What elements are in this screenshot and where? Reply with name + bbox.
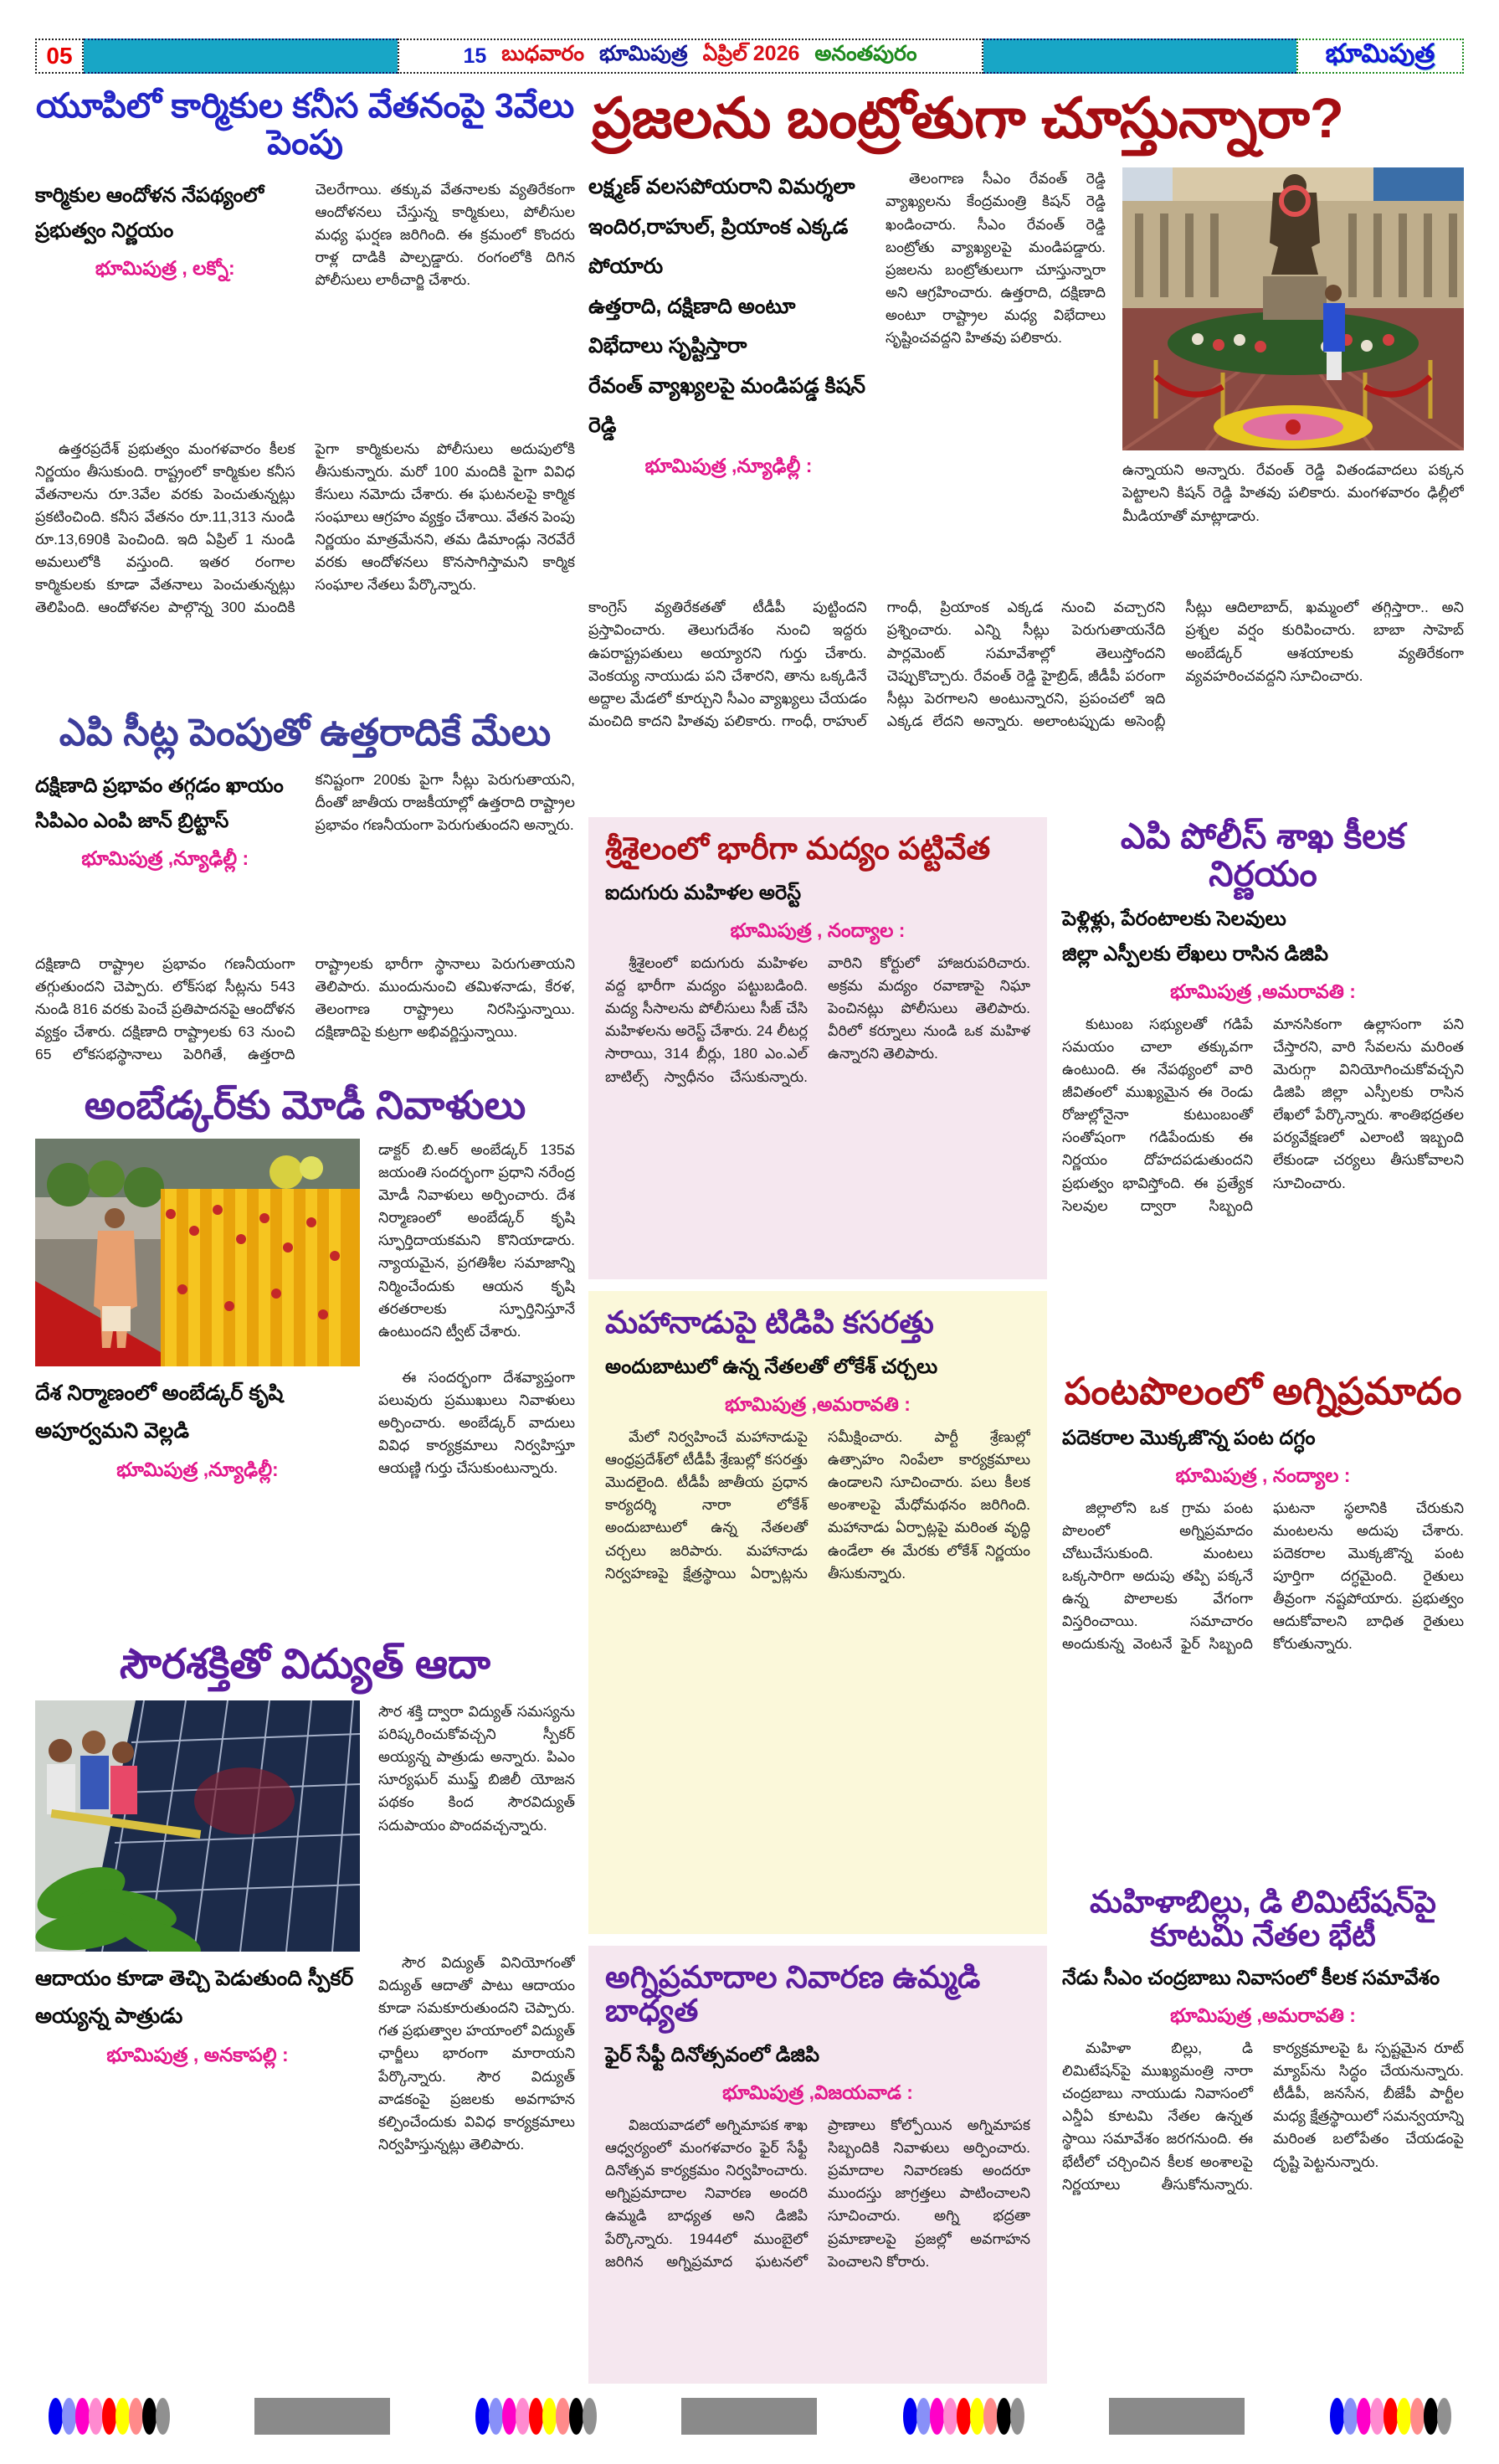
lead-subhead-2: ఇందిర,రాహుల్, ప్రియాంక ఎక్కడ పోయారు xyxy=(588,214,849,279)
women-bill-body: మహిళా బిల్లు, డి లిమిటేషన్‌పై ముఖ్యమంత్రి నారా చంద్రబాబు నాయుడు నివాసంలో ఎన్డీఏ కూటమి నేతల ఉన్నత స్థాయి సమావేశం జరగనుంది. ఈ భేటీలో చర్చించిన కీలక అంశాలపై నిర్ణయాలు తీసుకోనున్నారు. కార్యక్రమాలపై ఓ స్పష్టమైన రూట్ మ్యాప్‌ను సిద్ధం చేయనున్నారు. టీడీపీ, జనసేన, బీజేపీ పార్టీల మధ్య క్షేత్రస్థాయిలో సమన్వయాన్ని మరింత బలోపేతం చేయడంపై దృష్టి పెట్టనున్నారు. xyxy=(1062,2039,1464,2193)
color-ellipse xyxy=(970,2398,984,2435)
header-cyan-strip-right xyxy=(983,39,1297,74)
color-ellipse xyxy=(542,2398,557,2435)
article-ap-seats xyxy=(35,712,575,1074)
lead-headline: ప్రజలను బంట్రోతుగా చూస్తున్నారా? xyxy=(592,87,1344,150)
ambedkar-caption: దేశ నిర్మాణంలో అంబేడ్కర్ కృషి అపూర్వమని వెల్లడి xyxy=(35,1381,284,1443)
ambedkar-deck xyxy=(35,1366,360,1633)
ap-police-body: కుటుంబ సభ్యులతో గడిపే సమయం చాలా తక్కువగా ఉంటుంది. ఈ నేపథ్యంలో వారి జీవితంలో ముఖ్యమైన ఈ రెండు రోజుల్లోనైనా కుటుంబంతో సంతోషంగా గడిపేందుకు ఈ నిర్ణయం దోహదపడుతుందని ప్రభుత్వం భావిస్తోంది. ఈ ప్రత్యేక సెలవుల ద్వారా సిబ్బంది మానసికంగా ఉల్లాసంగా పని చేస్తారని, వారి సేవలను మరింత మెరుగ్గా వినియోగించుకోవచ్చని డిజిపి జిల్లా ఎస్పీలకు రాసిన లేఖలో పేర్కొన్నారు. శాంతిభద్రతల పర్యవేక్షణలో ఎలాంటి ఇబ్బంది లేకుండా చర్యలు తీసుకోవాలని సూచించారు. xyxy=(1062,1015,1464,1214)
color-ellipse xyxy=(516,2398,530,2435)
color-ellipse xyxy=(1010,2398,1024,2435)
ambedkar-byline: భూమిపుత్ర ,న్యూఢిల్లీ: xyxy=(116,1458,279,1480)
color-registration-group xyxy=(49,2398,169,2435)
mahanadu-subhead: అందుబాటులో ఉన్న నేతలతో లోకేశ్ చర్చలు xyxy=(605,1355,938,1378)
ap-seats-body-intro: కనిష్టంగా 200కు పైగా సీట్లు పెరుగుతాయని, దీంతో జాతీయ రాజకీయాల్లో ఉత్తరాది రాష్ట్రాల ప్రభావం గణనీయంగా పెరుగుతుందని అన్నారు. xyxy=(315,770,575,833)
women-bill-byline: భూమిపుత్ర ,అమరావతి : xyxy=(1170,2004,1356,2026)
fire-safety-headline: అగ్నిప్రమాదాల నివారణ ఉమ్మడి బాధ్యత xyxy=(605,1960,981,2028)
up-wages-byline: భూమిపుత్ర , లక్నో: xyxy=(95,256,235,279)
ap-police-subhead-1: పెళ్లిళ్లు, పేరంటాలకు సెలవులు xyxy=(1062,907,1286,930)
up-wages-body-intro: చెలరేగాయి. తక్కువ వేతనాలకు వ్యతిరేకంగా ఆందోళనలు చేస్తున్న కార్మికులు, పోలీసుల మధ్య ఘర్షణ జరిగింది. ఈ క్రమంలో కొందరు రాళ్ల దాడికి పాల్పడ్డారు. రంగంలోకి దిగిన పోలీసులు లాఠీచార్జి చేశారు. xyxy=(315,180,575,289)
article-lead xyxy=(588,87,1464,809)
color-ellipse xyxy=(116,2398,130,2435)
article-fire-safety xyxy=(588,1946,1047,2384)
page-content xyxy=(35,87,1464,2384)
crop-fire-body: జిల్లాలోని ఒక గ్రామ పంట పొలంలో అగ్నిప్రమాదం చోటుచేసుకుంది. మంటలు ఒక్కసారిగా అదుపు తప్పి పక్కనే ఉన్న పొలాలకు వేగంగా విస్తరించాయి. సమాచారం అందుకున్న వెంటనే ఫైర్ సిబ్బంది ఘటనా స్థలానికి చేరుకుని మంటలను అదుపు చేశారు. పదెకరాల మొక్కజొన్న పంట పూర్తిగా దగ్ధమైంది. రైతులు తీవ్రంగా నష్టపోయారు. ప్రభుత్వం ఆదుకోవాలని బాధిత రైతులు కోరుతున్నారు. xyxy=(1062,1499,1464,1653)
ap-police-headline: ఎపి పోలీస్ శాఖ కీలక నిర్ణయం xyxy=(1120,816,1406,894)
color-ellipse xyxy=(1424,2398,1438,2435)
crop-fire-subhead: పదెకరాల మొక్కజొన్న పంట దగ్ధం xyxy=(1062,1426,1316,1449)
article-solar-power xyxy=(35,1643,575,2384)
ambedkar-statue-parliament-graphic xyxy=(1122,167,1464,450)
up-wages-body: ఉత్తరప్రదేశ్ ప్రభుత్వం మంగళవారం కీలక నిర్ణయం తీసుకుంది. రాష్ట్రంలో కార్మికుల కనీస వేతనాలను రూ.3వేల వరకు పెంచుతున్నట్లు ప్రకటించింది. కనీస వేతనం రూ.11,313 నుండి రూ.13,690కి పెంచింది. ఇది ఏప్రిల్ 1 నుండి అమలులోకి వస్తుంది. ఇతర రంగాల కార్మికులకు కూడా వేతనాలు పెంచుతున్నట్లు తెలిపింది. ఆందోళనల పాల్గొన్న 300 మందికి పైగా కార్మికులను పోలీసులు అదుపులోకి తీసుకున్నారు. మరో 100 మందికి పైగా వివిధ కేసులు నమోదు చేశారు. ఈ ఘటనలపై కార్మిక సంఘాలు ఆగ్రహం వ్యక్తం చేశాయి. వేతన పెంపు నిర్ణయం మాత్రమేనని, తమ డిమాండ్లు నెరవేరే వరకు ఆందోళనలు కొనసాగిస్తామని కార్మిక సంఘాల నేతలు పేర్కొన్నారు. xyxy=(35,440,575,616)
ap-police-subhead-2: జిల్లా ఎస్పీలకు లేఖలు రాసిన డిజిపి xyxy=(1062,942,1329,965)
right-column xyxy=(1062,817,1464,2384)
color-ellipse xyxy=(1343,2398,1358,2435)
article-mahanadu-tdp xyxy=(588,1291,1047,1934)
solar-body: సౌర విద్యుత్ వినియోగంతో విద్యుత్ ఆదాతో పాటు ఆదాయం కూడా సమకూరుతుందని చెప్పారు. గత ప్రభుత్వాల హయాంలో విద్యుత్ ఛార్జీలు భారంగా మారాయని పేర్కొన్నారు. సౌర విద్యుత్ వాడకంపై ప్రజలకు అవగాహన కల్పించేందుకు వివిధ కార్యక్రమాలు నిర్వహిస్తున్నట్లు తెలిపారు. xyxy=(378,1953,575,2153)
mahanadu-byline: భూమిపుత్ర ,అమరావతి : xyxy=(725,1392,911,1415)
women-bill-subhead: నేడు సీఎం చంద్రబాబు నివాసంలో కీలక సమావేశం xyxy=(1062,1966,1440,1989)
color-registration-group xyxy=(903,2398,1024,2435)
page-header xyxy=(35,39,1464,74)
mahanadu-body: మేలో నిర్వహించే మహానాడుపై ఆంధ్రప్రదేశ్‌లో టీడీపీ శ్రేణుల్లో కసరత్తు మొదలైంది. టీడీపీ జాతీయ ప్రధాన కార్యదర్శి నారా లోకేశ్ అందుబాటులో ఉన్న నేతలతో చర్చలు జరిపారు. మహానాడు నిర్వహణపై క్షేత్రస్థాయి ఏర్పాట్లను సమీక్షించారు. పార్టీ శ్రేణుల్లో ఉత్సాహం నింపేలా కార్యక్రమాలు ఉండాలని సూచించారు. పలు కీలక అంశాలపై మేధోమథనం జరిగింది. మహానాడు ఏర్పాట్లపై మరింత వృద్ధి ఉండేలా ఈ మేరకు లోకేశ్ నిర్ణయం తీసుకున్నారు. xyxy=(605,1427,1030,1582)
middle-column xyxy=(588,817,1047,2384)
color-ellipse xyxy=(903,2398,917,2435)
main-region xyxy=(588,87,1464,2384)
ambedkar-headline: అంబేడ్కర్‌కు మోడీ నివాళులు xyxy=(84,1083,526,1127)
color-ellipse xyxy=(502,2398,516,2435)
article-ambedkar-modi xyxy=(35,1084,575,1633)
registration-gray-block xyxy=(1109,2398,1245,2435)
article-ap-police xyxy=(1062,817,1464,1360)
solar-headline: సౌరశక్తితో విద్యుత్ ఆదా xyxy=(120,1642,490,1687)
masthead-box xyxy=(1296,39,1464,74)
color-ellipse xyxy=(156,2398,170,2435)
up-wages-subhead: కార్మికుల ఆందోళన నేపథ్యంలో ప్రభుత్వం నిర్ణయం xyxy=(35,183,264,242)
dateline-edition: అనంతపురం xyxy=(814,41,917,65)
ap-seats-body: దక్షిణాది రాష్ట్రాల ప్రభావం గణనీయంగా తగ్గుతుందని చెప్పారు. లోక్‌సభ సీట్లను 543 నుండి 816 వరకు పెంచే ప్రతిపాదనపై ఆందోళన వ్యక్తం చేశారు. దక్షిణాది రాష్ట్రాలకు 63 నుంచి 65 లోకసభస్థానాలు పెరిగితే, ఉత్తరాది రాష్ట్రాలకు భారీగా స్థానాలు పెరుగుతాయని తెలిపారు. ముందునుంచి తమిళనాడు, కేరళ, తెలంగాణ రాష్ట్రాలు నిరసిస్తున్నాయి. దక్షిణాదిపై కుట్రగా అభివర్ణిస్తున్నాయి. xyxy=(35,954,575,1063)
fire-safety-byline: భూమిపుత్ర ,విజయవాడ : xyxy=(722,2081,913,2103)
mahanadu-headline: మహానాడుపై టిడిపి కసరత్తు xyxy=(605,1305,934,1340)
ambedkar-body-intro: డాక్టర్ బి.ఆర్ అంబేడ్కర్ 135వ జయంతి సందర్భంగా ప్రధాని నరేంద్ర మోడీ నివాళులు అర్పించారు. దేశ నిర్మాణంలో అంబేడ్కర్ కృషి స్ఫూర్తిదాయకమని కొనియాడారు. న్యాయమైన, ప్రగతిశీల సమాజాన్ని నిర్మించేందుకు ఆయన కృషి తరతరాలకు స్ఫూర్తినిస్తూనే ఉంటుందని ట్వీట్ చేశారు. xyxy=(378,1140,575,1340)
registration-gray-block xyxy=(681,2398,817,2435)
color-ellipse xyxy=(62,2398,76,2435)
ap-seats-deck xyxy=(35,769,295,944)
color-registration-group xyxy=(475,2398,596,2435)
color-ellipse xyxy=(983,2398,998,2435)
color-ellipse xyxy=(75,2398,90,2435)
dateline xyxy=(398,39,983,74)
page-number-box xyxy=(35,39,84,74)
dateline-weekday: బుధవారం xyxy=(501,41,585,65)
lead-photo-cell xyxy=(1122,167,1464,586)
color-ellipse xyxy=(943,2398,957,2435)
ap-seats-subhead: దక్షిణాది ప్రభావం తగ్గడం ఖాయం సిపిఎం ఎంపి జాన్ బ్రిట్టాస్ xyxy=(35,774,284,832)
color-ellipse xyxy=(129,2398,143,2435)
lead-subhead-3: ఉత్తరాది, దక్షిణాది అంటూ విభేదాలు సృష్టిస్తారా xyxy=(588,294,796,358)
modi-tribute-photo-graphic xyxy=(35,1139,360,1366)
dateline-paper: భూమిపుత్ర xyxy=(599,41,688,65)
page-number: 05 xyxy=(46,43,73,69)
registration-gray-block xyxy=(254,2398,390,2435)
color-ellipse xyxy=(1357,2398,1371,2435)
article-srisailam-liquor xyxy=(588,817,1047,1279)
lead-deck xyxy=(588,167,869,586)
article-women-bill xyxy=(1062,1885,1464,2384)
color-ellipse xyxy=(1410,2398,1425,2435)
color-ellipse xyxy=(957,2398,971,2435)
ap-seats-byline: భూమిపుత్ర ,న్యూఢిల్లీ : xyxy=(81,846,249,869)
color-ellipse xyxy=(89,2398,103,2435)
lead-body-intro: తెలంగాణ సీఎం రేవంత్ రెడ్డి వ్యాఖ్యలను కేంద్రమంత్రి కిషన్ రెడ్డి ఖండించారు. సీఎం రేవంత్ రెడ్డి బంట్రోతు వ్యాఖ్యలపై మండిపడ్డారు. ప్రజలను బంట్రోతులుగా చూస్తున్నారా అని ఆగ్రహించారు. ఉత్తరాది, దక్షిణాది అంటూ రాష్ట్రాల మధ్య విభేదాలు సృష్టించవద్దని హితవు పలికారు. xyxy=(886,170,1106,347)
solar-deck xyxy=(35,1952,360,2384)
solar-caption: ఆదాయం కూడా తెచ్చి పెడుతుంది స్పీకర్ అయ్యన్న పాత్రుడు xyxy=(35,1966,354,2028)
fire-safety-subhead: ఫైర్ సేఫ్టీ దినోత్సవంలో డిజిపి xyxy=(605,2043,820,2066)
dateline-day: 15 xyxy=(463,44,487,68)
color-ellipse xyxy=(916,2398,931,2435)
color-ellipse xyxy=(529,2398,543,2435)
srisailam-byline: భూమిపుత్ర , నంద్యాల : xyxy=(730,918,906,941)
modi-tribute-photo xyxy=(35,1139,360,1366)
srisailam-subhead: ఐదుగురు మహిళల అరెస్ట్ xyxy=(605,881,802,904)
left-column xyxy=(35,87,575,2384)
solar-byline: భూమిపుత్ర , అనకాపల్లి : xyxy=(106,2043,289,2065)
color-ellipse xyxy=(102,2398,116,2435)
fire-safety-body: విజయవాడలో అగ్నిమాపక శాఖ ఆధ్వర్యంలో మంగళవారం ఫైర్ సేఫ్టీ దినోత్సవ కార్యక్రమం నిర్వహించారు. అగ్నిప్రమాదాల నివారణ అందరి ఉమ్మడి బాధ్యత అని డిజిపి పేర్కొన్నారు. 1944లో ముంబైలో జరిగిన అగ్నిప్రమాద ఘటనలో ప్రాణాలు కోల్పోయిన అగ్నిమాపక సిబ్బందికి నివాళులు అర్పించారు. ప్రమాదాల నివారణకు అందరూ ముందస్తు జాగ్రత్తలు పాటించాలని సూచించారు. అగ్ని భద్రతా ప్రమాణాలపై ప్రజల్లో అవగాహన పెంచాలని కోరారు. xyxy=(605,2116,1030,2270)
color-ellipse xyxy=(1330,2398,1344,2435)
crop-fire-byline: భూమిపుత్ర , నంద్యాల : xyxy=(1175,1463,1351,1486)
color-ellipse xyxy=(556,2398,570,2435)
color-registration-group xyxy=(1330,2398,1450,2435)
lead-subhead-1: లక్ష్మణ్ వలసపోయరాని విమర్శలా xyxy=(588,175,855,199)
ambedkar-statue-parliament-photo xyxy=(1122,167,1464,450)
lower-region xyxy=(588,817,1464,2384)
ap-police-byline: భూమిపుత్ర ,అమరావతి : xyxy=(1170,980,1356,1002)
masthead-logo: భూమిపుత్ర xyxy=(1325,38,1435,68)
women-bill-headline: మహిళాబిల్లు, డి లిమిటేషన్‌పై కూటమి నేతల భేటీ xyxy=(1090,1885,1436,1952)
ambedkar-body: ఈ సందర్భంగా దేశవ్యాప్తంగా పలువురు ప్రముఖులు నివాళులు అర్పించారు. అంబేడ్కర్ వాదులు వివిధ కార్యక్రమాలు నిర్వహిస్తూ ఆయణ్ణి గుర్తు చేసుకుంటున్నారు. xyxy=(378,1368,575,1477)
color-ellipse xyxy=(569,2398,583,2435)
solar-body-intro: సౌర శక్తి ద్వారా విద్యుత్ సమస్యను పరిష్కరించుకోవచ్చని స్పీకర్ అయ్యన్న పాత్రుడు అన్నారు. పిఎం సూర్యఘర్ ముఫ్త్ బిజిలీ యోజన పథకం కింద సౌరవిద్యుత్ సదుపాయం పొందవచ్చన్నారు. xyxy=(378,1702,575,1834)
color-ellipse xyxy=(142,2398,157,2435)
article-crop-fire xyxy=(1062,1371,1464,1874)
color-ellipse xyxy=(930,2398,944,2435)
color-ellipse xyxy=(489,2398,503,2435)
color-ellipse xyxy=(583,2398,597,2435)
color-ellipse xyxy=(997,2398,1011,2435)
lead-body-more: కాంగ్రెస్ వ్యతిరేకతతో టీడీపీ పుట్టిందని ప్రస్తావించారు. తెలుగుదేశం నుంచి ఇద్దరు ఉపరాష్ట్రపతులు అయ్యారని గుర్తు చేశారు. వెంకయ్య నాయుడు పని చేశారని, తాను ఒక్కడినే అద్దాల మేడలో కూర్చుని సీఎం వ్యాఖ్యలు చేయడం మంచిది కాదని హితవు పలికారు. గాంధీ, రాహుల్ గాంధీ, ప్రియాంక ఎక్కడ నుంచి వచ్చారని ప్రశ్నించారు. ఎన్ని సీట్లు పెరుగుతాయనేది పార్లమెంట్ సమావేశాల్లో తెలుస్తోందని చెప్పుకొచ్చారు. రేవంత్ రెడ్డి హైబ్రిడ్, జీడీపీ పరంగా సీట్లు పెరగాలని అంటున్నారని, ప్రపంచలో ఇది ఎక్కడ లేదని అన్నారు. అలాంటప్పుడు అసెంబ్లీ సీట్లు ఆదిలాబాద్, ఖమ్మంలో తగ్గిస్తారా.. అని ప్రశ్నల వర్షం కురిపించారు. బాబా సాహెబ్ అంబేడ్కర్ ఆశయాలకు వ్యతిరేకంగా వ్యవహరించవద్దని సూచించారు. xyxy=(588,599,1464,729)
article-up-wages xyxy=(35,87,575,702)
header-cyan-strip-left xyxy=(84,39,398,74)
lead-body-photo-col: ఉన్నాయని అన్నారు. రేవంత్ రెడ్డి వితండవాదలు పక్కన పెట్టాలని కిషన్ రెడ్డి హితవు పలికారు. మంగళవారం ఢిల్లీలో మీడియాతో మాట్లాడారు. xyxy=(1122,461,1464,524)
solar-panel-photo xyxy=(35,1700,360,1952)
up-wages-deck xyxy=(35,178,295,430)
color-ellipse xyxy=(1370,2398,1384,2435)
ap-seats-headline: ఎపి సీట్ల పెంపుతో ఉత్తరాదికే మేలు xyxy=(59,711,552,754)
color-ellipse xyxy=(1397,2398,1411,2435)
color-ellipse xyxy=(1437,2398,1451,2435)
crop-fire-headline: పంటపొలంలో అగ్నిప్రమాదం xyxy=(1064,1370,1462,1412)
color-ellipse xyxy=(475,2398,490,2435)
srisailam-body: శ్రీశైలంలో ఐదుగురు మహిళల వద్ద భారీగా మద్యం పట్టుబడింది. మద్య సీసాలను పోలీసులు సీజ్ చేసి మహిళలను అరెస్ట్ చేశారు. 24 లీటర్ల సారాయి, 314 బీర్లు, 180 ఎం.ఎల్ బాటిల్స్ స్వాధీనం చేసుకున్నారు. వారిని కోర్టులో హాజరుపరిచారు. అక్రమ మద్యం రవాణాపై నిఘా పెంచినట్లు పోలీసులు తెలిపారు. వీరిలో కర్నూలు నుండి ఒక మహిళ ఉన్నారని తెలిపారు. xyxy=(605,954,1030,1085)
up-wages-headline: యూపిలో కార్మికుల కనీస వేతనంపై 3వేలు పెంపు xyxy=(35,86,575,162)
color-ellipse xyxy=(1383,2398,1398,2435)
dateline-monthyear: ఏప్రిల్ 2026 xyxy=(702,41,800,65)
srisailam-headline: శ్రీశైలంలో భారీగా మద్యం పట్టివేత xyxy=(605,831,991,866)
solar-panel-photo-graphic xyxy=(35,1700,360,1952)
lead-byline: భూమిపుత్ర ,న్యూఢిల్లీ : xyxy=(644,454,813,476)
color-ellipse xyxy=(49,2398,63,2435)
print-registration-bar xyxy=(49,2395,1450,2437)
lead-subhead-4: రేవంత్ వ్యాఖ్యలపై మండిపడ్డ కిషన్ రెడ్డి xyxy=(588,373,866,438)
